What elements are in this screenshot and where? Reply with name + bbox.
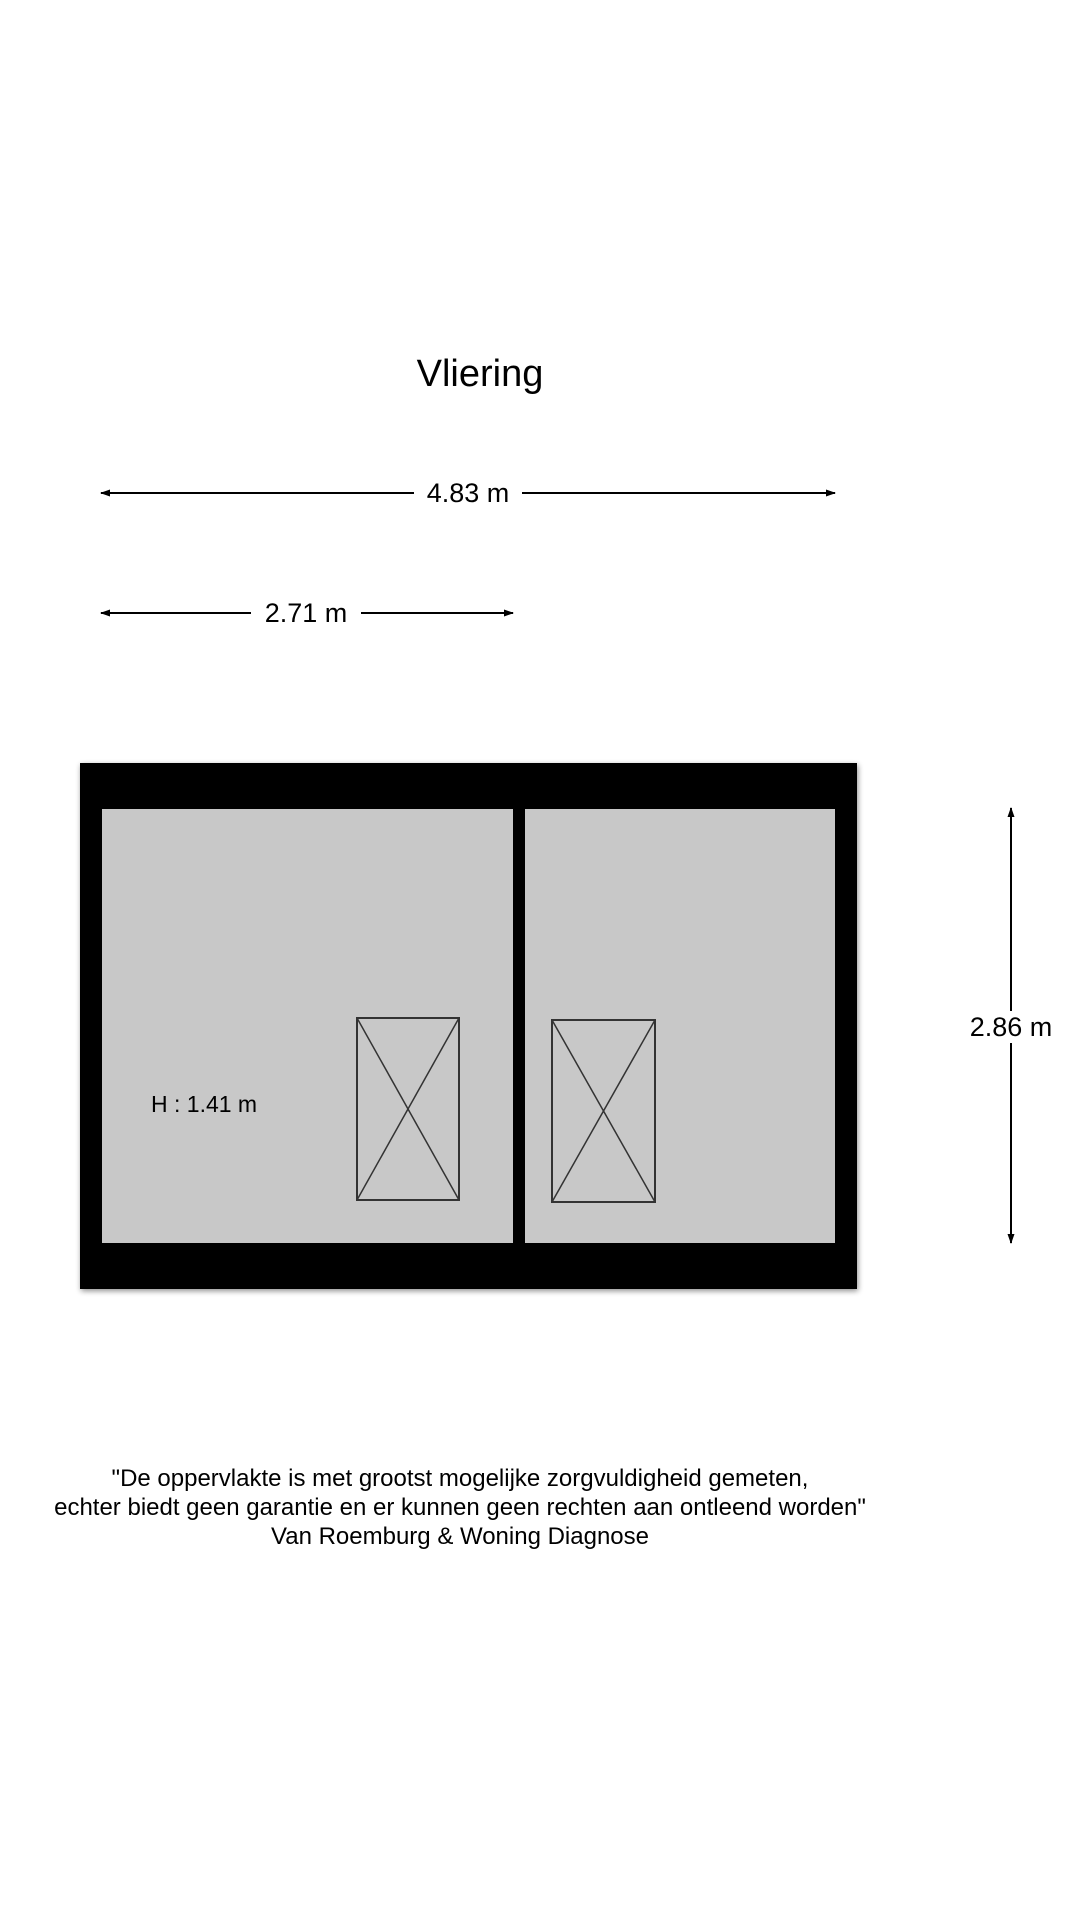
depth-label: 2.86 m (962, 1011, 1060, 1043)
disclaimer-credit: Van Roemburg & Woning Diagnose (271, 1523, 649, 1550)
room-height-label: H : 1.41 m (151, 1091, 258, 1117)
disclaimer (0, 1464, 920, 1551)
room-left-floor (102, 809, 513, 1243)
room-right-floor (525, 809, 835, 1243)
disclaimer-line-2: echter biedt geen garantie en er kunnen geen rechten aan ontleend worden" (54, 1494, 866, 1521)
page-title: Vliering (416, 353, 544, 395)
total-width-label: 4.83 m (414, 477, 522, 509)
disclaimer-line-1: "De oppervlakte is met grootst mogelijke zorgvuldigheid gemeten, (111, 1465, 809, 1492)
room-width-label: 2.71 m (251, 597, 361, 629)
